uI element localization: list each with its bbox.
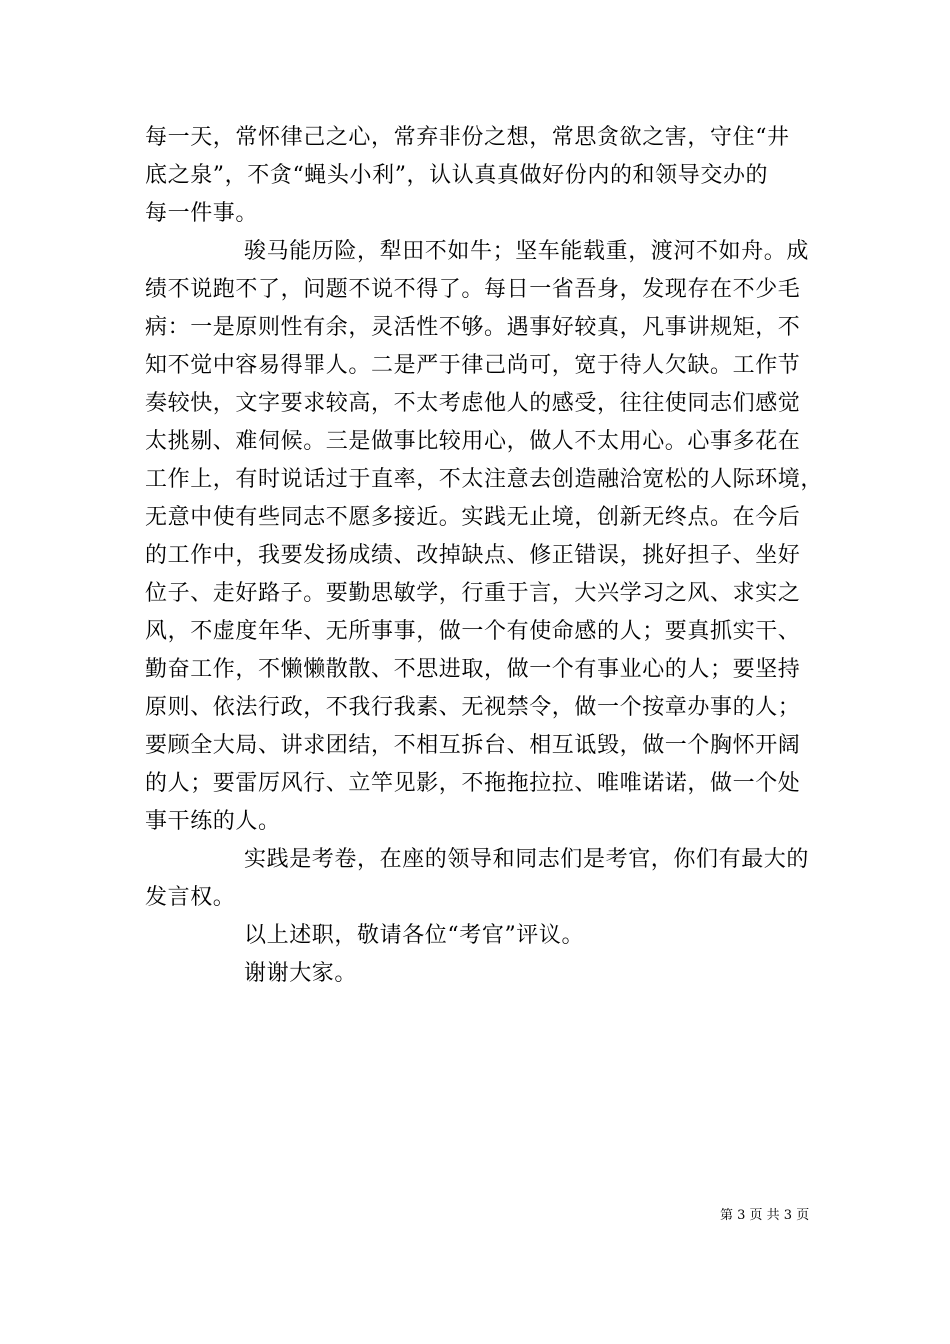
paragraph-line: 奏较快，文字要求较高，不太考虑他人的感受，往往使同志们感觉 <box>145 391 801 416</box>
page-number-footer: 第 3 页 共 3 页 <box>720 1208 810 1223</box>
paragraph-line: 太挑剔、难伺候。三是做事比较用心，做人不太用心。心事多花在 <box>145 429 801 454</box>
paragraph-line: 实践是考卷，在座的领导和同志们是考官，你们有最大的 <box>244 847 810 872</box>
paragraph-line: 发言权。 <box>145 885 236 910</box>
paragraph-line: 病：一是原则性有余，灵活性不够。遇事好较真，凡事讲规矩，不 <box>145 315 801 340</box>
paragraph-line: 无意中使有些同志不愿多接近。实践无止境，创新无终点。在今后 <box>145 505 801 530</box>
paragraph-line: 以上述职，敬请各位“考官”评议。 <box>244 923 585 948</box>
paragraph-line: 每一天，常怀律己之心，常弃非份之想，常思贪欲之害，守住“井 <box>145 125 790 150</box>
paragraph-line: 工作上，有时说话过于直率，不太注意去创造融洽宽松的人际环境， <box>145 467 824 492</box>
paragraph-line: 每一件事。 <box>145 201 259 226</box>
paragraph-line: 骏马能历险，犁田不如牛；坚车能载重，渡河不如舟。成 <box>244 239 810 264</box>
paragraph-line: 事干练的人。 <box>145 809 281 834</box>
paragraph-line: 绩不说跑不了，问题不说不得了。每日一省吾身，发现存在不少毛 <box>145 277 801 302</box>
paragraph-line: 勤奋工作，不懒懒散散、不思进取，做一个有事业心的人；要坚持 <box>145 657 801 682</box>
paragraph-line: 风，不虚度年华、无所事事，做一个有使命感的人；要真抓实干、 <box>145 619 801 644</box>
paragraph-line: 要顾全大局、讲求团结，不相互拆台、相互诋毁，做一个胸怀开阔 <box>145 733 801 758</box>
paragraph-line: 谢谢大家。 <box>244 961 358 986</box>
paragraph-line: 底之泉”，不贪“蝇头小利”，认认真真做好份内的和领导交办的 <box>145 163 769 188</box>
paragraph-line: 的人；要雷厉风行、立竿见影，不拖拖拉拉、唯唯诺诺，做一个处 <box>145 771 801 796</box>
paragraph-line: 知不觉中容易得罪人。二是严于律己尚可，宽于待人欠缺。工作节 <box>145 353 801 378</box>
paragraph-line: 的工作中，我要发扬成绩、改掉缺点、修正错误，挑好担子、坐好 <box>145 543 801 568</box>
paragraph-line: 位子、走好路子。要勤思敏学，行重于言，大兴学习之风、求实之 <box>145 581 801 606</box>
paragraph-line: 原则、依法行政，不我行我素、无视禁令，做一个按章办事的人； <box>145 695 801 720</box>
